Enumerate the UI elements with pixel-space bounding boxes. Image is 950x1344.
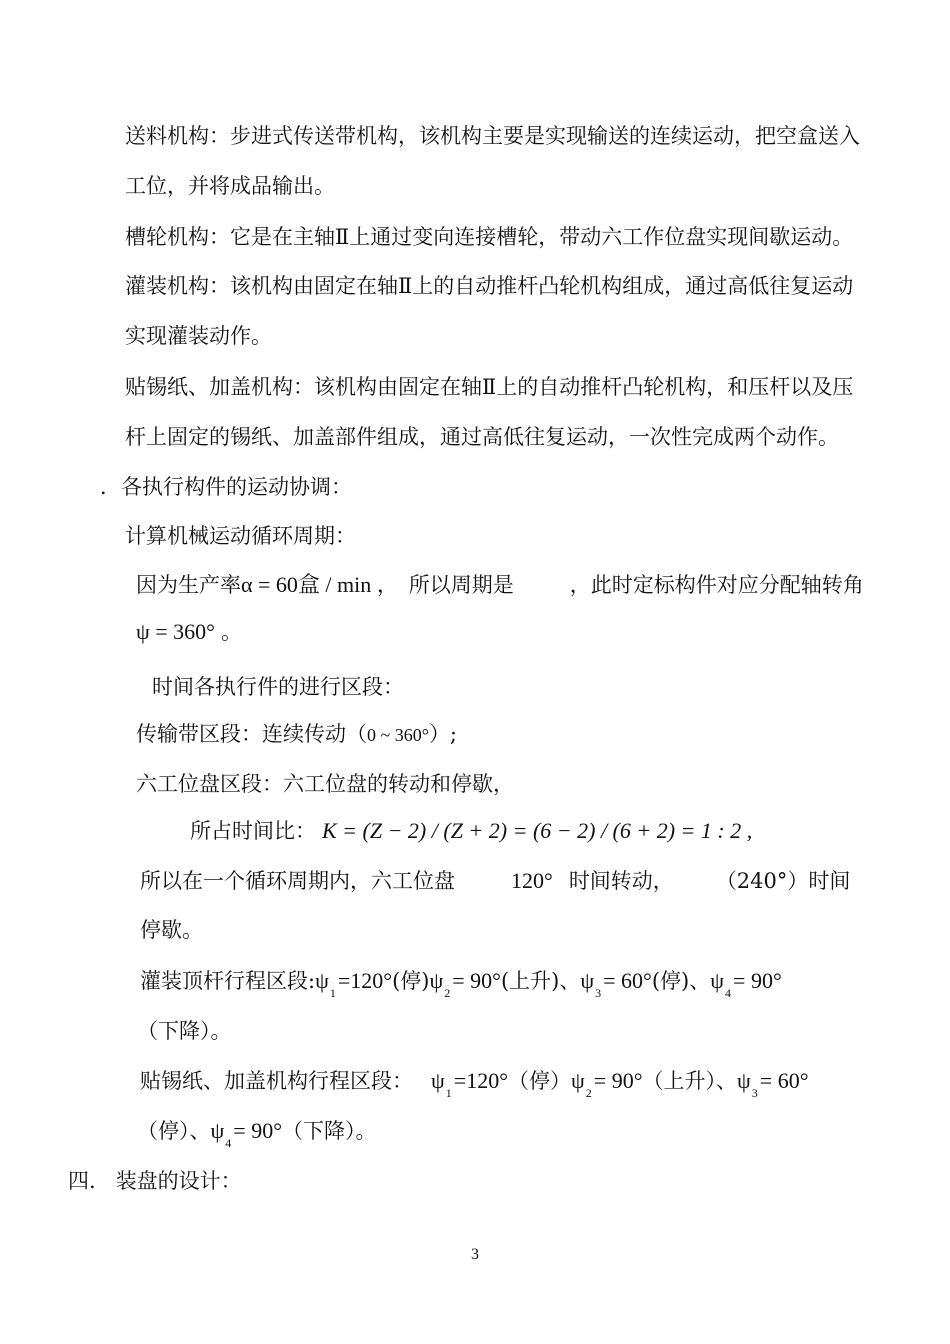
line-conveyor-segment bbox=[136, 720, 457, 748]
paragraph-geneva-mechanism: 槽轮机构：它是在主轴Ⅱ上通过变向连接槽轮，带动六工作位盘实现间歇运动。 bbox=[125, 225, 854, 249]
line-dial-rotation bbox=[140, 867, 850, 895]
formula-value: = 60° bbox=[759, 1068, 809, 1093]
text-dial-rotation-label: 所以在一个循环周期内，六工位盘 bbox=[140, 869, 455, 893]
text-state: (停) bbox=[392, 969, 430, 993]
text-productivity-label: 因为生产率 bbox=[136, 573, 241, 597]
line-filling-rod-stroke bbox=[140, 967, 782, 1000]
text-state: （停） bbox=[508, 1069, 571, 1093]
subscript: 4 bbox=[225, 1136, 232, 1150]
psi-symbol: ψ bbox=[571, 1068, 585, 1093]
text-state: （下降）。 bbox=[282, 1119, 377, 1143]
line-foil-cap-stroke-cont bbox=[137, 1117, 377, 1150]
text-rotation-time: 时间转动， bbox=[568, 869, 674, 893]
text-state: （停）、 bbox=[137, 1119, 211, 1143]
formula-value: =120° bbox=[337, 968, 393, 993]
subscript: 1 bbox=[445, 1086, 452, 1100]
psi-symbol: ψ bbox=[210, 1118, 225, 1143]
paragraph-filling-mechanism-cont: 实现灌装动作。 bbox=[125, 324, 272, 348]
formula-value: = 90° bbox=[593, 1068, 643, 1093]
subscript: 2 bbox=[585, 1086, 592, 1100]
psi-symbol: ψ bbox=[580, 968, 595, 993]
heading-time-segments: 时间各执行件的进行区段： bbox=[152, 675, 404, 699]
psi-symbol: ψ bbox=[710, 968, 725, 993]
text-period-mark: 。 bbox=[220, 620, 242, 644]
formula-psi-360: ψ = 360° bbox=[136, 619, 215, 644]
subscript: 2 bbox=[444, 986, 451, 1000]
psi-symbol: ψ bbox=[429, 968, 444, 993]
line-productivity bbox=[136, 571, 864, 599]
paragraph-filling-mechanism: 灌装机构：该机构由固定在轴Ⅱ上的自动推杆凸轮机构组成，通过高低往复运动 bbox=[125, 274, 854, 298]
paragraph-foil-cap-mechanism: 贴锡纸、加盖机构：该机构由固定在轴Ⅱ上的自动推杆凸轮机构，和压杆以及压 bbox=[125, 375, 854, 399]
section-heading-motion-coordination: ．各执行构件的运动协调： bbox=[100, 475, 352, 499]
formula-value: = 90° bbox=[733, 968, 782, 993]
paragraph-foil-cap-mechanism-cont: 杆上固定的锡纸、加盖部件组成，通过高低往复运动，一次性完成两个动作。 bbox=[125, 425, 839, 449]
formula-conveyor-range: 0 ~ 360° bbox=[367, 725, 429, 745]
text-cam-angle: ，此时定标构件对应分配轴转角 bbox=[569, 573, 864, 597]
paragraph-feeding-mechanism-cont: 工位，并将成品输出。 bbox=[125, 174, 335, 198]
formula-value: =120° bbox=[453, 1068, 508, 1093]
formula-rotation-angle: 120° bbox=[511, 868, 553, 893]
text-state: （上升）、 bbox=[642, 1069, 737, 1093]
formula-time-ratio: K = (Z − 2) / (Z + 2) = (6 − 2) / (6 + 2) = 1 : 2 , bbox=[322, 818, 753, 843]
text-state: (上升)、 bbox=[500, 969, 581, 993]
formula-productivity: α = 60盒 / min ， bbox=[241, 572, 399, 597]
formula-value: = 60° bbox=[603, 968, 652, 993]
text-conveyor-end: ）; bbox=[428, 722, 458, 746]
text-foil-cap-label: 贴锡纸、加盖机构行程区段： bbox=[140, 1069, 413, 1093]
line-foil-cap-stroke bbox=[140, 1067, 809, 1100]
subscript: 4 bbox=[725, 986, 732, 1000]
page-number: 3 bbox=[471, 1246, 479, 1263]
text-time-ratio-label: 所占时间比： bbox=[190, 819, 316, 843]
section-title: 装盘的设计： bbox=[115, 1169, 242, 1193]
paragraph-feeding-mechanism: 送料机构：步进式传送带机构，该机构主要是实现输送的连续运动，把空盒送入 bbox=[125, 124, 860, 148]
psi-symbol: ψ bbox=[431, 1068, 445, 1093]
psi-symbol: ψ bbox=[737, 1068, 751, 1093]
text-filling-rod-label: 灌装顶杆行程区段: bbox=[140, 969, 316, 993]
section-heading-loading-dial bbox=[68, 1167, 242, 1195]
line-dial-rotation-cont: 停歇。 bbox=[140, 918, 203, 942]
line-time-ratio bbox=[190, 817, 752, 845]
heading-cycle-period: 计算机械运动循环周期： bbox=[125, 524, 356, 548]
subscript: 3 bbox=[595, 986, 602, 1000]
text-dwell-angle: （240°）时间 bbox=[715, 869, 851, 893]
line-dial-segment: 六工位盘区段：六工位盘的转动和停歇， bbox=[136, 772, 514, 796]
subscript: 1 bbox=[329, 986, 336, 1000]
text-state: (停)、 bbox=[651, 969, 711, 993]
text-conveyor-label: 传输带区段：连续传动（ bbox=[136, 722, 367, 746]
text-period-label: 所以周期是 bbox=[408, 573, 514, 597]
psi-symbol: ψ bbox=[315, 968, 329, 993]
line-filling-rod-stroke-cont: （下降）。 bbox=[137, 1019, 232, 1043]
formula-value: = 90° bbox=[452, 968, 501, 993]
formula-value: = 90° bbox=[233, 1118, 282, 1143]
section-number: 四. bbox=[68, 1169, 96, 1193]
line-angle-360 bbox=[136, 618, 242, 646]
subscript: 3 bbox=[751, 1086, 758, 1100]
